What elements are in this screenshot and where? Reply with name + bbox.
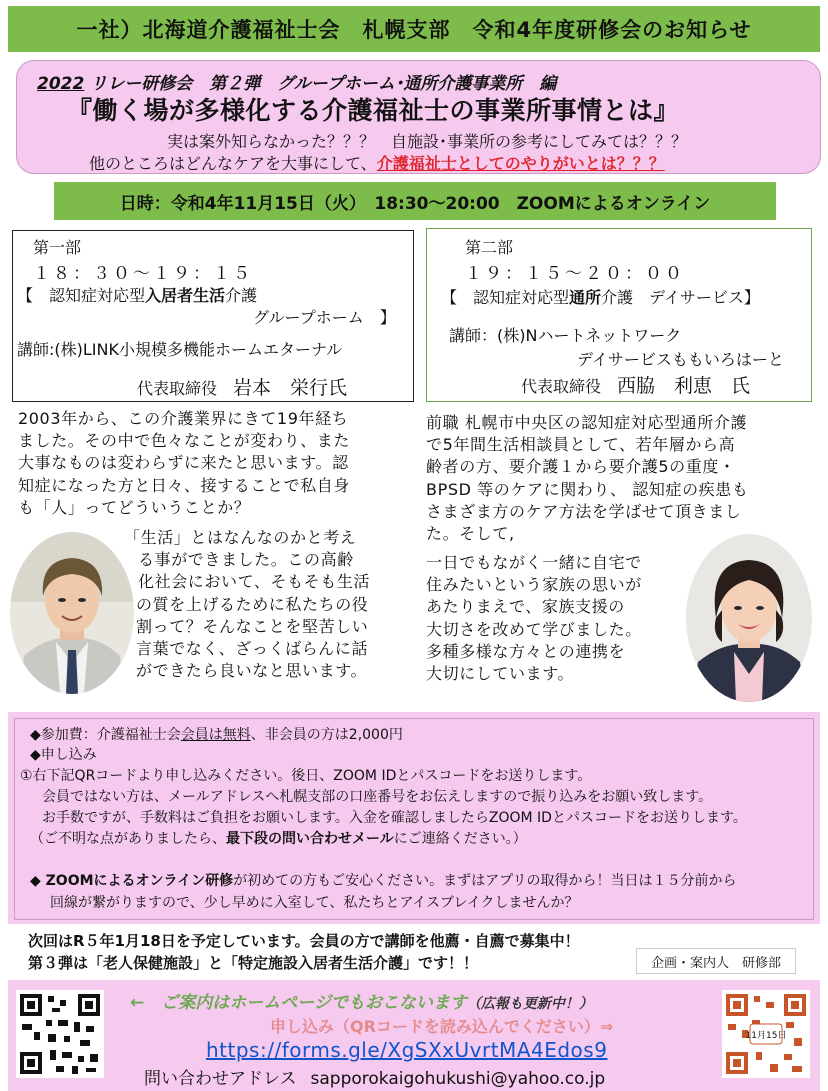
- event-year: 2022: [37, 74, 85, 94]
- left-arrow-icon: ←: [130, 993, 145, 1013]
- info-panel: [8, 712, 820, 924]
- bio1-line: 2003年から、この介護業界にきて19年経ち: [18, 409, 349, 428]
- header-title: 一社）北海道介護福祉士会 札幌支部 令和4年度研修会のお知らせ: [76, 18, 752, 42]
- qr-code-icon: [16, 990, 104, 1078]
- bio1-wrap: [120, 527, 370, 682]
- part2-box: [426, 228, 812, 402]
- organizer-text: 企画・案内人 研修部: [650, 955, 781, 971]
- part1-category-line2: グループホーム 】: [253, 308, 396, 327]
- lecturer2-photo: [686, 534, 812, 702]
- homepage-notice: [130, 988, 593, 1013]
- bio2-wrap-line: 住みたいという家族の思いが: [426, 575, 642, 595]
- part1-category: [17, 283, 257, 306]
- event-box: [16, 60, 821, 174]
- bio1-wrap-line: ができたら良いなと思います。: [136, 661, 368, 681]
- lecturer2-photo-image: [686, 534, 812, 702]
- bio2-wrap-line: 大切さを改めて学びました。: [426, 619, 642, 639]
- part1-box: [12, 230, 414, 402]
- apply-line2: 会員ではない方は、メールアドレスへ札幌支部の口座番号をお伝えしますので振り込みをお願い致します。: [42, 789, 713, 805]
- part1-lecturer: 講師:(株)LINK小規模多機能ホームエターナル: [17, 340, 343, 359]
- fee-suffix: 、非会員の方は2,000円: [250, 727, 403, 743]
- bio1-top: [18, 408, 350, 519]
- zoom-rest: が初めての方もご安心ください。まずはアプリの取得から！当日は１５分前から: [233, 873, 737, 889]
- part2-ceo: [521, 371, 750, 398]
- bio1-wrap-line: る事ができました。この高齢: [138, 550, 354, 570]
- date-bar: [54, 182, 776, 220]
- bio1-wrap-line: 化社会において、そもそも生活: [138, 572, 371, 592]
- qr-date-label: 11月15日: [745, 1031, 787, 1041]
- bio2-line: で5年間生活相談員として、若年層から高: [426, 435, 736, 455]
- bio2-line: た。そして,: [426, 524, 515, 544]
- part2-ceo-title: 代表取締役: [521, 377, 602, 396]
- part2-category-bold: 通所: [569, 288, 602, 307]
- part2-ceo-name: 西脇 利恵 氏: [617, 375, 751, 397]
- header-banner: [8, 6, 820, 52]
- apply-line4: [30, 828, 527, 848]
- part2-category-open: 【 認知症対応型: [441, 288, 570, 307]
- apply-line3: お手数ですが、手数料はご負担をお願いします。入金を確認しましたらZOOM IDとパスコードをお送りします。: [42, 810, 747, 826]
- part2-category-close: 介護 デイサービス】: [601, 288, 760, 307]
- apply-qr-note: 申し込み（QRコードを読み込んでください）⇒: [270, 1017, 614, 1036]
- bio2-wrap-line: 大切にしています。: [426, 664, 575, 684]
- part1-category-open: 【 認知症対応型: [17, 286, 146, 305]
- bio2-line: BPSD 等のケアに関わり、 認知症の疾患も: [426, 479, 749, 499]
- bio2-wrap-line: あたりまえで、家族支援の: [426, 597, 625, 617]
- homepage-note: （広報も更新中！）: [466, 996, 593, 1012]
- organizer-badge: [636, 948, 796, 974]
- event-question-highlight: 介護福祉士としてのやりがいとは？？？: [376, 154, 665, 173]
- event-series-text: リレー研修会 第２弾 グループホーム･通所介護事業所 編: [90, 74, 557, 94]
- bio1-wrap-line: 言葉でなく、ざっくばらんに話: [136, 639, 369, 659]
- lecturer1-photo: [10, 532, 134, 694]
- event-subline: 実は案外知らなかった？？？ 自施設･事業所の参考にしてみては？？？: [167, 132, 688, 151]
- event-question: [89, 151, 665, 174]
- part2-time: １９：１５～２０：００: [465, 264, 685, 284]
- bio2-line: 前職 札幌市中央区の認知症対応型通所介護: [426, 413, 748, 432]
- date-text: 日時：令和4年11月15日（火） 18:30～20:00 ZOOMによるオンライン: [119, 193, 711, 214]
- bio1-line: も「人」ってどういうことか？: [18, 497, 251, 517]
- bio1-wrap-line: 割って？そんなことを堅苦しい: [136, 616, 369, 636]
- part1-category-close: 介護: [225, 286, 258, 305]
- third-session: 第３弾は「老人保健施設」と「特定施設入居者生活介護」です！！: [28, 954, 479, 972]
- zoom-line2: 回線が繋がりますので、少し早めに入室して、私たちとアイスブレイクしませんか？: [50, 895, 579, 911]
- bio2-wrap-line: 多種多様な方々との連携を: [426, 641, 626, 661]
- part2-category: [441, 285, 760, 308]
- bio2-line: 齢者の方、要介護１から要介護5の重度・: [426, 457, 736, 477]
- apply4-bold: 最下段の問い合わせメール: [226, 831, 394, 847]
- zoom-line1: [30, 870, 737, 890]
- fee-free: は無料: [208, 727, 251, 743]
- bio1-wrap-line: の質を上げるために私たちの役: [136, 594, 369, 614]
- event-title: 『働く場が多様化する介護福祉士の事業所事情とは』: [67, 96, 680, 125]
- part1-ceo-title: 代表取締役: [137, 379, 218, 398]
- bio2-wrap: [426, 552, 642, 685]
- qr-code-icon: [722, 990, 810, 1078]
- part2-lecturer-line2: デイサービスももいろはーと: [577, 350, 784, 369]
- fee-member: 会員: [180, 727, 209, 743]
- apply4-prefix: （ご不明な点がありましたら、: [30, 831, 226, 847]
- homepage-qr-code[interactable]: [16, 990, 104, 1078]
- apply-head: ◆申し込み: [30, 747, 97, 763]
- apply-qr-code[interactable]: [722, 990, 810, 1078]
- apply-form-link[interactable]: https://forms.gle/XgSXxUvrtMA4Edos9: [206, 1038, 608, 1062]
- event-question-prefix: 他のところはどんなケアを大事にして、: [89, 154, 377, 173]
- bio2-wrap-line: 一日でもながく一緒に自宅で: [426, 553, 642, 572]
- zoom-prefix: ◆: [30, 873, 46, 889]
- apply-line1: ①右下記QRコードより申し込みください。後日、ZOOM IDとパスコードをお送りします。: [20, 768, 592, 784]
- part1-ceo: [137, 373, 347, 400]
- bio1-line: 大事なものは変わらずに来たと思います。認: [18, 453, 349, 473]
- bio2-top: [426, 412, 748, 545]
- part2-label: 第二部: [465, 238, 514, 257]
- contact-line: [144, 1064, 605, 1089]
- part1-label: 第一部: [33, 238, 82, 257]
- part1-category-bold: 入居者生活: [145, 286, 226, 305]
- part1-time: １８：３０～１９：１５: [33, 264, 253, 284]
- contact-email[interactable]: sapporokaigohukushi@yahoo.co.jp: [310, 1069, 606, 1089]
- fee-line: [30, 724, 403, 744]
- contact-label: 問い合わせアドレス: [144, 1069, 297, 1089]
- bio1-wrap-line: 「生活」とはなんなのかと考え: [124, 528, 357, 547]
- homepage-text: ご案内はホームページでもおこないます: [161, 993, 467, 1013]
- bio2-line: さまざま方のケア方法を学ばせて頂きまし: [426, 501, 742, 521]
- zoom-bold: ZOOMによるオンライン研修: [45, 873, 234, 889]
- next-session: 次回はR５年1月18日を予定しています。会員の方で講師を他薦・自薦で募集中！: [28, 932, 580, 950]
- apply4-suffix: にご連絡ください。）: [393, 831, 527, 847]
- part2-lecturer: 講師：(株)Nハートネットワーク: [449, 326, 682, 345]
- fee-prefix: ◆参加費：介護福祉士会: [30, 727, 181, 743]
- part1-ceo-name: 岩本 栄行氏: [233, 377, 348, 399]
- bio1-line: ました。その中で色々なことが変わり、また: [18, 431, 351, 451]
- bio1-line: 知症になった方と日々、接することで私自身: [18, 475, 351, 495]
- lecturer1-photo-image: [10, 532, 134, 694]
